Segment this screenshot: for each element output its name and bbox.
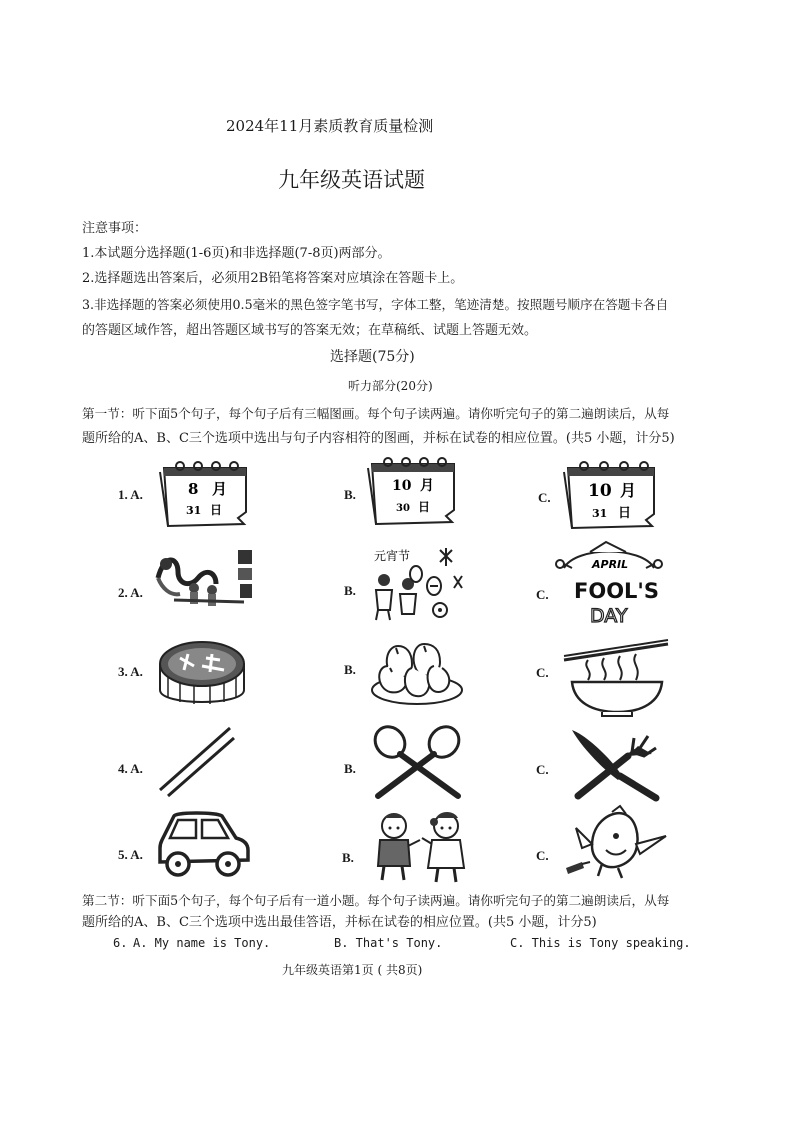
q6-option-a: A. My name is Tony. [133, 936, 271, 950]
part1-instruction-b: 题所给的A、B、C三个选项中选出与句子内容相符的图画，并标在试卷的相应位置。(共5 小题，计分5) [82, 431, 675, 446]
part2-instruction-a: 第二节：听下面5个句子，每个句子后有一道小题。每个句子读两遍。请你听完句子的第二遍朗读后，从每 [82, 893, 670, 908]
fools-text: FOOL'S [574, 579, 659, 603]
calendar-b-day-unit: 日 [418, 500, 431, 514]
q1-label-c: C. [538, 490, 551, 505]
q2-label-c: C. [536, 587, 549, 602]
calendar-aug-31-icon [158, 460, 254, 530]
q2-label-b: B. [344, 583, 356, 598]
knife-and-fork-icon [568, 726, 662, 802]
part2-instruction-b: 题所给的A、B、C三个选项中选出最佳答语，并标在试卷的相应位置。(共5 小题，计分5) [82, 915, 597, 930]
calendar-c-day: 31 [592, 507, 608, 520]
lantern-festival-text: 元宵节 [374, 549, 411, 563]
calendar-oct-30-icon [366, 456, 462, 528]
mooncake-icon [154, 636, 250, 712]
exam-line: 2024年11月素质教育质量检测 [226, 117, 434, 135]
notice-item-3b: 的答题区域作答，超出答题区域书写的答案无效；在草稿纸、试题上答题无效。 [82, 323, 538, 338]
q6-option-b: B. That's Tony. [334, 936, 443, 950]
page-title: 九年级英语试题 [278, 168, 425, 192]
calendar-a-month: 8 [188, 480, 199, 498]
day-text: DAY [590, 605, 628, 627]
q3-label-a: 3. A. [118, 664, 143, 679]
notice-item-3a: 3.非选择题的答案必须使用0.5毫米的黑色签字笔书写，字体工整，笔迹清楚。按照题号顺序在答题卡各自 [82, 297, 669, 312]
calendar-a-day: 31 [186, 504, 202, 517]
q4-label-b: B. [344, 761, 356, 776]
q4-label-a: 4. A. [118, 761, 143, 776]
calendar-c-day-unit: 日 [618, 506, 632, 521]
fish-creature-icon [562, 806, 670, 882]
children-greeting-icon [370, 810, 474, 884]
choice-section-title: 选择题(75分) [330, 349, 415, 365]
chopsticks-icon [156, 724, 236, 800]
q2-label-a: 2. A. [118, 585, 143, 600]
notice-item-1: 1.本试题分选择题(1-6页)和非选择题(7-8页)两部分。 [82, 246, 391, 261]
notice-heading: 注意事项： [82, 221, 148, 236]
q3-label-c: C. [536, 665, 549, 680]
q6-number: 6. [113, 936, 128, 950]
april-text: APRIL [592, 558, 629, 571]
april-fools-day-icon [556, 542, 662, 626]
noodle-bowl-icon [562, 640, 672, 718]
q5-label-c: C. [536, 848, 549, 863]
q4-label-c: C. [536, 762, 549, 777]
q3-label-b: B. [344, 662, 356, 677]
dragon-dance-icon [154, 548, 258, 608]
calendar-c-month-unit: 月 [620, 481, 637, 500]
car-icon [156, 810, 250, 878]
part1-instruction-a: 第一节：听下面5个句子，每个句子后有三幅图画。每个句子读两遍。请你听完句子的第二遍朗读后，从每 [82, 406, 670, 421]
page-footer: 九年级英语第1页 ( 共8页) [282, 963, 423, 977]
lantern-festival-icon [368, 546, 464, 622]
steamed-buns-icon [368, 636, 466, 708]
q5-label-b: B. [342, 850, 354, 865]
calendar-b-day: 30 [396, 503, 410, 514]
q1-label-b: B. [344, 487, 356, 502]
q1-label-a: 1. A. [118, 487, 143, 502]
calendar-oct-31-icon [562, 460, 662, 532]
calendar-a-day-unit: 日 [210, 503, 223, 517]
calendar-b-month: 10 [392, 478, 412, 494]
spoons-icon [370, 722, 466, 802]
listening-section-title: 听力部分(20分) [348, 379, 433, 393]
notice-item-2: 2.选择题选出答案后，必须用2B铅笔将答案对应填涂在答题卡上。 [82, 271, 464, 286]
calendar-b-month-unit: 月 [420, 478, 434, 494]
calendar-a-month-unit: 月 [212, 480, 228, 498]
q6-option-c: C. This is Tony speaking. [510, 936, 691, 950]
q5-label-a: 5. A. [118, 847, 143, 862]
calendar-c-month: 10 [588, 481, 612, 501]
